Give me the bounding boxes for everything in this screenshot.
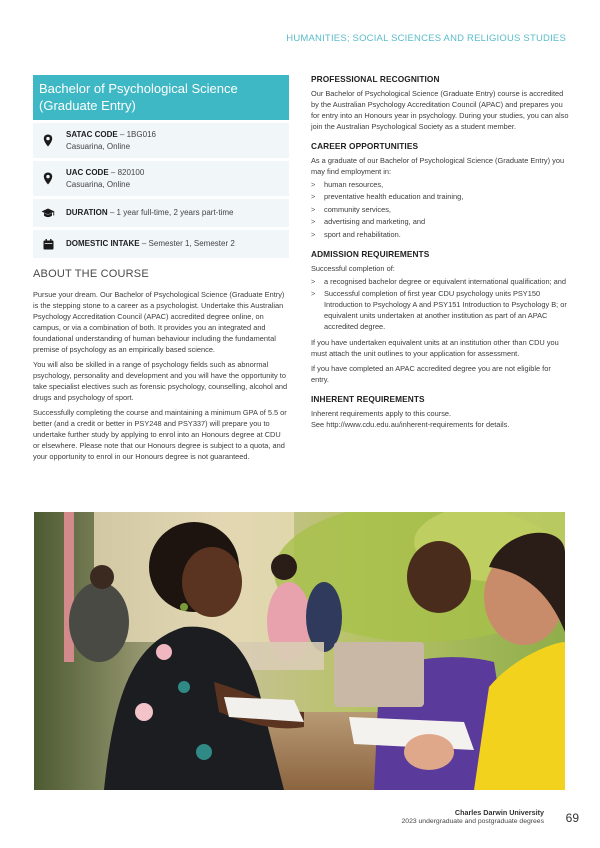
about-paragraph: Pursue your dream. Our Bachelor of Psychological Science (Graduate Entry) is the stepping stone to a career as a psychologist. Undertake this Australian Psychology Accreditation Council (APAC) accredited degree online, on campus, or via a combination of both. It provides you an integrated and foundational understanding of human behaviour including the fundamental premise of psychology as an empirically based science. (33, 290, 285, 354)
list-item: > a recognised bachelor degree or equivalent international qualification; and (311, 276, 569, 287)
career-intro: As a graduate of our Bachelor of Psychological Science (Graduate Entry) you may find employment in: (311, 156, 565, 176)
fact-sub: Casuarina, Online (66, 179, 131, 189)
map-pin-icon (39, 170, 57, 188)
about-paragraph: You will also be skilled in a range of psychology fields such as abnormal psychology, personality and development and you will have the opportunity to take specialist electives such as forensic psychology, counselling, alcohol and drugs and psychology of sport. (33, 360, 288, 402)
map-pin-icon (39, 132, 57, 150)
professional-recognition-text: Our Bachelor of Psychological Science (Graduate Entry) course is accredited by the Australian Psychology Accreditation Council (APAC) and prepares you for entry into an Honours year in psychology. During your studies, you can also join the Australian Psychological Society as a student member. (311, 89, 569, 131)
fact-sub: Casuarina, Online (66, 141, 131, 151)
fact-value: 820100 (117, 167, 145, 177)
career-heading: CAREER OPPORTUNITIES (311, 141, 419, 151)
list-item: > sport and rehabilitation. (311, 229, 569, 240)
professional-recognition-heading: PROFESSIONAL RECOGNITION (311, 74, 440, 84)
fact-label: SATAC CODE (66, 129, 118, 139)
separator: – (108, 167, 118, 177)
fact-domestic-intake (33, 230, 289, 258)
separator: – (107, 208, 117, 217)
calendar-icon (39, 235, 57, 253)
admission-heading: ADMISSION REQUIREMENTS (311, 248, 430, 259)
inherent-heading: INHERENT REQUIREMENTS (311, 394, 425, 405)
separator: – (139, 239, 149, 248)
footer (402, 808, 544, 825)
list-item: > preventative health education and training, (311, 191, 569, 202)
list-item: > advertising and marketing, and (311, 216, 569, 227)
fact-uac-code (33, 161, 289, 196)
separator: – (117, 129, 127, 139)
list-item: > community services, (311, 204, 569, 215)
list-item: > Successful completion of first year CDU psychology units PSY150 Introduction to Psychology A and PSY151 Introduction to Psychology B; or equivalent units undertaken at another institution as part of an APAC accredited degree. (311, 288, 569, 332)
fact-duration (33, 199, 289, 227)
about-paragraph: Successfully completing the course and maintaining a minimum GPA of 5.5 or better (and a credit or better in PSY248 and PSY337) will prepare you to undertake further study by applying to enrol into an Honours degree at CDU or elsewhere. Please note that our Honours degree is subject to a quota, and your opportunity to enrol in our Honours degree is not guaranteed. (33, 408, 287, 461)
course-title: Bachelor of Psychological Science (Graduate Entry) (33, 75, 289, 120)
fact-label: UAC CODE (66, 167, 109, 177)
footer-subtitle: 2023 undergraduate and postgraduate degrees (401, 818, 544, 825)
career-list (311, 179, 569, 240)
list-item: > human resources, (311, 179, 569, 190)
admission-note: If you have completed an APAC accredited degree you are not eligible for entry. (311, 364, 551, 385)
admission-list (311, 276, 569, 333)
fact-value: 1BG016 (126, 129, 156, 139)
right-column (311, 74, 569, 430)
inherent-link-line[interactable]: See http://www.cdu.edu.au/inherent-requirements for details. (311, 420, 510, 430)
admission-note: If you have undertaken equivalent units at an institution other than CDU you must attach the unit outlines to your application for assessment. (311, 338, 559, 359)
fact-label: DURATION (66, 208, 108, 217)
admission-intro: Successful completion of: (311, 263, 395, 273)
left-column (33, 75, 289, 462)
footer-university: Charles Darwin University (454, 808, 544, 817)
inherent-line: Inherent requirements apply to this course. (311, 409, 452, 419)
running-head: HUMANITIES; SOCIAL SCIENCES AND RELIGIOUS STUDIES (286, 33, 566, 44)
fact-value: Semester 1, Semester 2 (148, 239, 235, 248)
fact-label: DOMESTIC INTAKE (66, 239, 140, 248)
fact-satac-code (33, 123, 289, 158)
fact-value: 1 year full-time, 2 years part-time (116, 208, 234, 217)
graduation-cap-icon (39, 204, 57, 222)
students-photo (34, 512, 565, 790)
inherent-text (311, 408, 569, 430)
page-number: 69 (565, 811, 579, 825)
about-heading: ABOUT THE COURSE (33, 268, 149, 280)
